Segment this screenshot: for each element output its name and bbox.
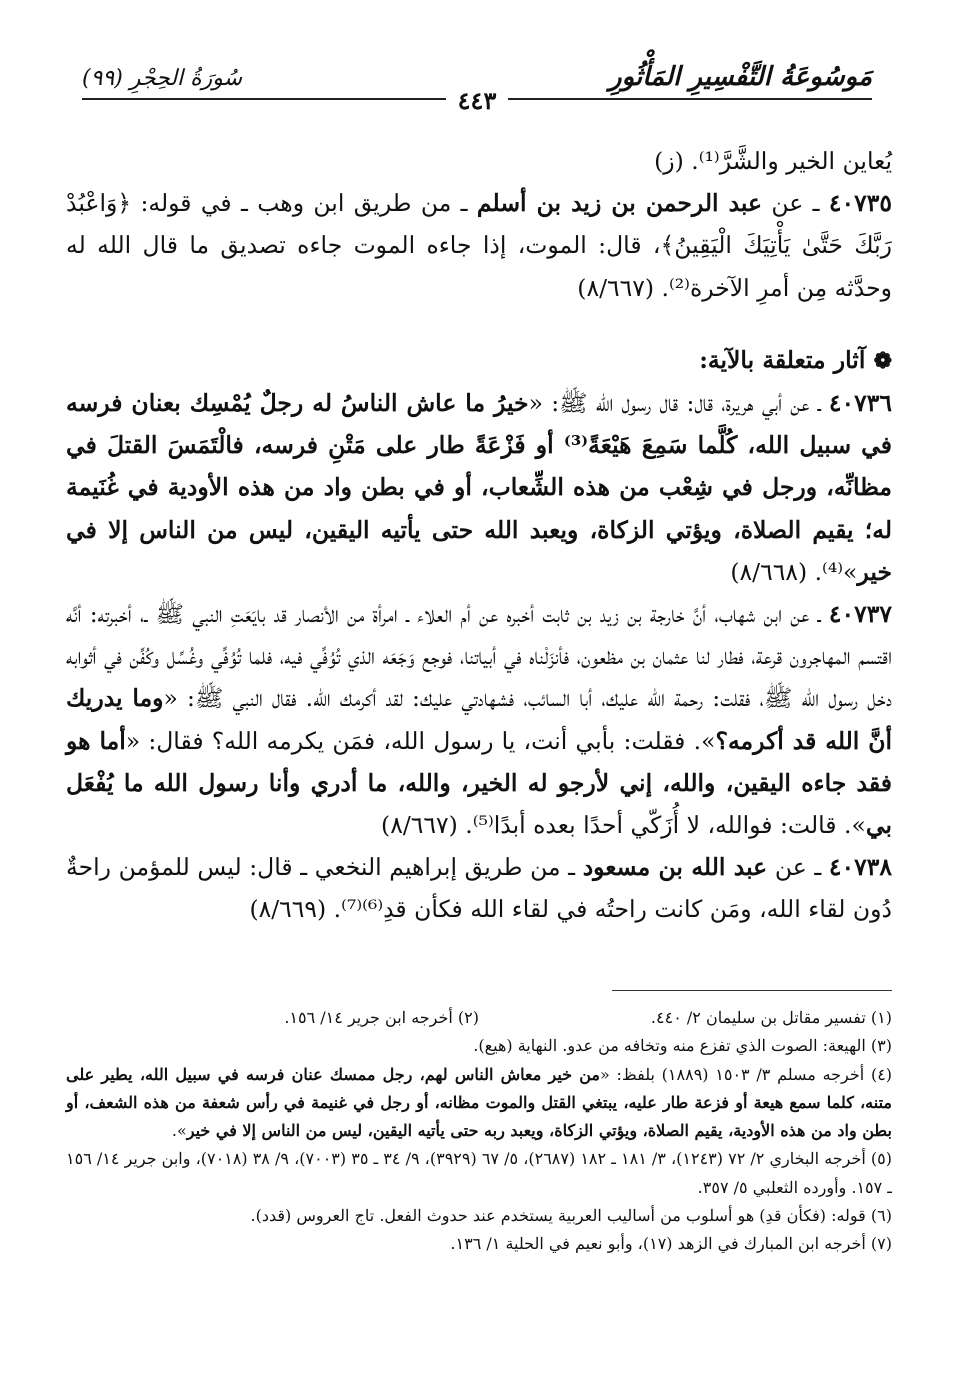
athar-number: ٤٠٧٣٧	[828, 600, 892, 629]
narrator-name: عبد الله بن مسعود	[582, 853, 768, 882]
surah-title: سُورَةُ الحِجْرِ (٩٩)	[82, 66, 243, 91]
footnote-5: (٥) أخرجه البخاري ٢/ ٧٢ (١٢٤٣)، ٣/ ١٨١ ـ ١٨٢ (٢٦٨٧)، ٥/ ٦٧ (٣٩٢٩)، ٩/ ٣٤ ـ ٣٥ (٧٠٠٣)، ٩/ ٣٨ (٧٠١٨)، وابن جرير ١٤/ ١٥٦ ـ ١٥٧. وأورده الثعلبي ٥/ ٣٥٧.	[66, 1149, 893, 1197]
athar-text: ـ عن	[767, 853, 829, 882]
footnote-1: (١) تفسير مقاتل بن سليمان ٢/ ٤٤٠.	[650, 1008, 892, 1027]
athar-text: ـ عن	[762, 189, 829, 218]
athar-text: ـ عن أبي هريرة، قال: قال رسول الله ﷺ: «	[528, 389, 829, 418]
athar-text: ـ من طريق ابن وهب ـ في قوله: ﴿وَاعْبُدْ رَبَّكَ حَتَّىٰ يَأْتِيَكَ الْيَقِينُ﴾، قال: الموت، إذا جاءه الموت جاءه تصديق ما قال الله له وحدَّثه مِن أمرِ الآخرة⁽²⁾. (٨/٦٦٧)	[66, 189, 892, 302]
footnote-hadith: من خير معاش الناس لهم، رجل ممسك عنان فرسه في سبيل الله، يطير على متنه، كلما سمع هيعة أو فزعة طار عليه، يبتغي القتل والموت مظانه، أو رجل في غنيمة في رأس شعفة من هذه الشعف، أو بطن واد من هذه الأودية، يقيم الصلاة، ويؤتي الزكاة، ويعبد ربه حتى يأتيه اليقين، ليس من الناس إلا في خير	[66, 1064, 892, 1141]
athar-text: ـ عن ابن شهاب، أنَّ خارجة بن زيد بن ثابت أخبره عن أم العلاء ـ امرأة من الأنصار قد بايَعَتِ النبي ﷺ ـ، أخبرته: أنَّه اقتسم المهاجرون قرعة، فطار لنا عثمان بن مظعون، فأنزَلْناه في أبياتنا، فوجع وَجَعَه الذي تُوُفِّي فيه، فلما تُوُفِّي وغُسِّل وكُفِّن في أثوابه دخل رسول الله ﷺ، فقلت: رحمة الله عليك، أبا السائب، فشهادتي عليك: لقد أكرمك الله. فقال النبي ﷺ: «	[66, 600, 892, 713]
hadith-text: خيرُ ما عاش الناسُ له رجلٌ يُمْسِك بعنان فرسه في سبيل الله، كُلَّما سَمِعَ هَيْعَةً⁽³⁾ أو فَزْعَةً طار على مَتْنِ فرسه، فالْتَمَسَ القتلَ في مظانِّه، ورجل في شِعْب من هذه الشِّعاب، أو في بطن واد من هذه الأودية في غُنَيمة له؛ يقيم الصلاة، ويؤتي الزكاة، ويعبد الله حتى يأتيه اليقين، ليس من الناس إلا في خير	[66, 389, 892, 586]
footnote-separator	[612, 990, 892, 991]
footnote-2: (٢) أخرجه ابن جرير ١٤/ ١٥٦.	[284, 1008, 479, 1027]
athar-40737	[66, 593, 892, 846]
spacer	[66, 309, 892, 339]
hadith-text: أما هو فقد جاءه اليقين، والله، إني لأرجو له الخير، والله، ما أدري وأنا رسول الله ما يُفْعَل بي	[66, 726, 892, 840]
athar-text: ـ من طريق إبراهيم النخعي ـ قال: ليس للمؤمن راحةٌ دُون لقاء الله، ومَن كانت راحتُه في لقاء الله فكأن قدِ⁽⁶⁾⁽⁷⁾. (٨/٦٦٩)	[66, 853, 892, 924]
hadith-text: وما يدريك أنَّ الله قد أكرمه؟	[66, 684, 893, 755]
footnote-3: (٣) الهيعة: الصوت الذي تفزع منه وتخافه من عدو. النهاية (هيع).	[473, 1036, 892, 1056]
footnote-7: (٧) أخرجه ابن المبارك في الزهد (١٧)، وأبو نعيم في الحلية ١/ ١٣٦.	[450, 1234, 892, 1254]
flower-ornament-icon: ❁	[873, 347, 892, 374]
athar-number: ٤٠٧٣٦	[828, 389, 893, 418]
paragraph-continuation: يُعاين الخير والشَّرَّ⁽¹⁾. (ز)	[654, 147, 892, 175]
footnote-text: ».	[171, 1121, 187, 1141]
footnote-row	[66, 1004, 892, 1032]
section-heading	[66, 339, 892, 382]
athar-text: ». فقلت: بأبي أنت، يا رسول الله، فمَن يكرمه الله؟ فقال: «	[125, 726, 716, 755]
page-number: ٤٤٣	[446, 86, 509, 115]
footnotes	[66, 1004, 892, 1259]
book-title: مَوسُوعَةُ التَّفْسِيرِ المَأْثُورِ	[609, 62, 872, 92]
footnote-text: (٤) أخرجه مسلم ٣/ ١٥٠٣ (١٨٨٩) بلفظ: «	[600, 1064, 893, 1084]
section-heading-text: آثار متعلقة بالآية:	[699, 345, 866, 374]
athar-40738	[66, 846, 892, 930]
main-text	[66, 140, 892, 931]
athar-40735	[66, 182, 892, 309]
athar-text: »⁽⁴⁾. (٨/٦٦٨)	[730, 557, 858, 586]
athar-40736	[66, 382, 892, 593]
athar-number: ٤٠٧٣٥	[828, 189, 892, 218]
athar-number: ٤٠٧٣٨	[828, 853, 893, 882]
narrator-name: عبد الرحمن بن زيد بن أسلم	[476, 189, 763, 218]
athar-text: ». قالت: فوالله، لا أُزَكّي أحدًا بعده أبدًا⁽⁵⁾. (٨/٦٦٧)	[381, 811, 866, 840]
footnote-4	[66, 1061, 892, 1146]
footnote-6: (٦) قوله: (فكأن قدِ) هو أسلوب من أساليب العربية يستخدم عند حدوث الفعل. تاج العروس (قدد).	[250, 1206, 892, 1226]
page-number-wrap	[0, 86, 954, 115]
